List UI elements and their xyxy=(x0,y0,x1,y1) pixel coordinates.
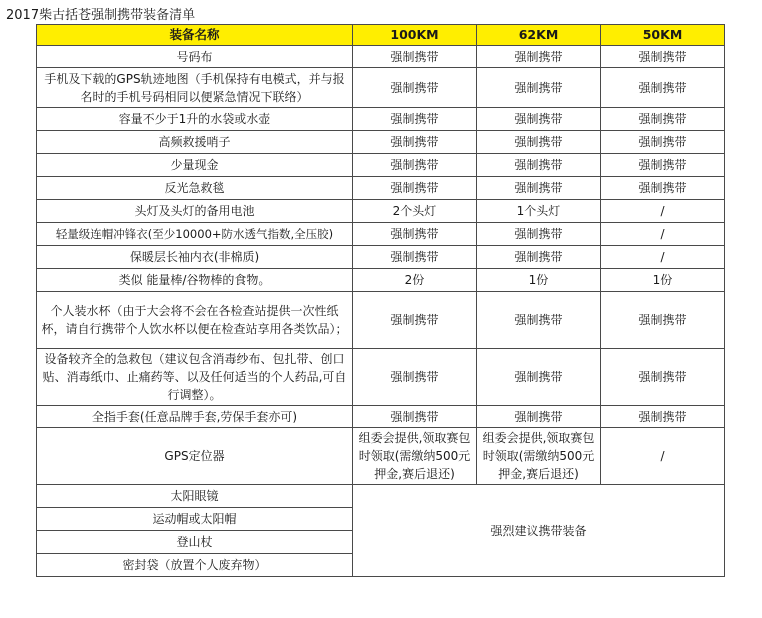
page-title: 2017柴古括苍强制携带装备清单 xyxy=(6,8,196,23)
suggested-item-cell: 登山杖 xyxy=(37,531,353,554)
equipment-name-cell: 容量不少于1升的水袋或水壶 xyxy=(37,108,353,131)
table-row xyxy=(37,68,725,108)
62km-cell: 1份 xyxy=(477,269,601,292)
table-row xyxy=(37,154,725,177)
100km-cell: 强制携带 xyxy=(353,68,477,108)
100km-cell: 强制携带 xyxy=(353,292,477,349)
equipment-table xyxy=(36,24,725,577)
50km-cell: 强制携带 xyxy=(601,108,725,131)
suggested-item-cell: 密封袋（放置个人废弃物） xyxy=(37,554,353,577)
100km-cell: 强制携带 xyxy=(353,349,477,406)
table-row xyxy=(37,349,725,406)
table-row xyxy=(37,269,725,292)
100km-cell: 强制携带 xyxy=(353,108,477,131)
62km-cell: 强制携带 xyxy=(477,177,601,200)
50km-cell: 强制携带 xyxy=(601,292,725,349)
100km-cell: 强制携带 xyxy=(353,406,477,428)
table-row xyxy=(37,428,725,485)
62km-cell: 组委会提供,领取赛包时领取(需缴纳500元押金,赛后退还) xyxy=(477,428,601,485)
62km-cell: 强制携带 xyxy=(477,154,601,177)
header-50km: 50KM xyxy=(601,25,725,46)
62km-cell: 1个头灯 xyxy=(477,200,601,223)
table-row xyxy=(37,406,725,428)
50km-cell: 强制携带 xyxy=(601,406,725,428)
50km-cell: 强制携带 xyxy=(601,177,725,200)
100km-cell: 强制携带 xyxy=(353,223,477,246)
table-row xyxy=(37,292,725,349)
50km-cell: 1份 xyxy=(601,269,725,292)
equipment-name-cell: 手机及下载的GPS轨迹地图（手机保持有电模式，并与报名时的手机号码相同以便紧急情况下联络） xyxy=(37,68,353,108)
table-row xyxy=(37,46,725,68)
header-equipment-name: 装备名称 xyxy=(37,25,353,46)
equipment-name-cell: 号码布 xyxy=(37,46,353,68)
table-row xyxy=(37,108,725,131)
header-62km: 62KM xyxy=(477,25,601,46)
header-row xyxy=(37,25,725,46)
table-row xyxy=(37,200,725,223)
equipment-name-cell: 高频救援哨子 xyxy=(37,131,353,154)
50km-cell: 强制携带 xyxy=(601,131,725,154)
table-row xyxy=(37,485,725,508)
100km-cell: 强制携带 xyxy=(353,131,477,154)
equipment-name-cell: 轻量级连帽冲锋衣(至少10000+防水透气指数,全压胶) xyxy=(37,223,353,246)
62km-cell: 强制携带 xyxy=(477,349,601,406)
62km-cell: 强制携带 xyxy=(477,68,601,108)
62km-cell: 强制携带 xyxy=(477,108,601,131)
table-row xyxy=(37,131,725,154)
50km-cell: / xyxy=(601,246,725,269)
table-row xyxy=(37,177,725,200)
equipment-name-cell: 设备较齐全的急救包（建议包含消毒纱布、包扎带、创口贴、消毒纸巾、止痛药等、以及任何适当的个人药品,可自行调整）。 xyxy=(37,349,353,406)
suggested-item-cell: 运动帽或太阳帽 xyxy=(37,508,353,531)
header-100km: 100KM xyxy=(353,25,477,46)
equipment-name-cell: 全指手套(任意品牌手套,劳保手套亦可) xyxy=(37,406,353,428)
62km-cell: 强制携带 xyxy=(477,46,601,68)
100km-cell: 2个头灯 xyxy=(353,200,477,223)
100km-cell: 强制携带 xyxy=(353,154,477,177)
62km-cell: 强制携带 xyxy=(477,223,601,246)
equipment-name-cell: 类似 能量棒/谷物棒的食物。 xyxy=(37,269,353,292)
100km-cell: 组委会提供,领取赛包时领取(需缴纳500元押金,赛后退还) xyxy=(353,428,477,485)
62km-cell: 强制携带 xyxy=(477,406,601,428)
table-row xyxy=(37,246,725,269)
equipment-name-cell: 少量现金 xyxy=(37,154,353,177)
62km-cell: 强制携带 xyxy=(477,292,601,349)
50km-cell: 强制携带 xyxy=(601,349,725,406)
suggested-item-cell: 太阳眼镜 xyxy=(37,485,353,508)
50km-cell: / xyxy=(601,200,725,223)
suggested-note-cell: 强烈建议携带装备 xyxy=(353,485,725,577)
50km-cell: / xyxy=(601,223,725,246)
100km-cell: 2份 xyxy=(353,269,477,292)
100km-cell: 强制携带 xyxy=(353,46,477,68)
100km-cell: 强制携带 xyxy=(353,177,477,200)
50km-cell: 强制携带 xyxy=(601,154,725,177)
50km-cell: / xyxy=(601,428,725,485)
100km-cell: 强制携带 xyxy=(353,246,477,269)
equipment-name-cell: 头灯及头灯的备用电池 xyxy=(37,200,353,223)
62km-cell: 强制携带 xyxy=(477,131,601,154)
equipment-name-cell: GPS定位器 xyxy=(37,428,353,485)
equipment-name-cell: 反光急救毯 xyxy=(37,177,353,200)
equipment-name-cell: 个人装水杯（由于大会将不会在各检查站提供一次性纸杯，请自行携带个人饮水杯以便在检查站享用各类饮品）； xyxy=(37,292,353,349)
equipment-name-cell: 保暖层长袖内衣(非棉质) xyxy=(37,246,353,269)
50km-cell: 强制携带 xyxy=(601,46,725,68)
62km-cell: 强制携带 xyxy=(477,246,601,269)
table-row xyxy=(37,223,725,246)
50km-cell: 强制携带 xyxy=(601,68,725,108)
